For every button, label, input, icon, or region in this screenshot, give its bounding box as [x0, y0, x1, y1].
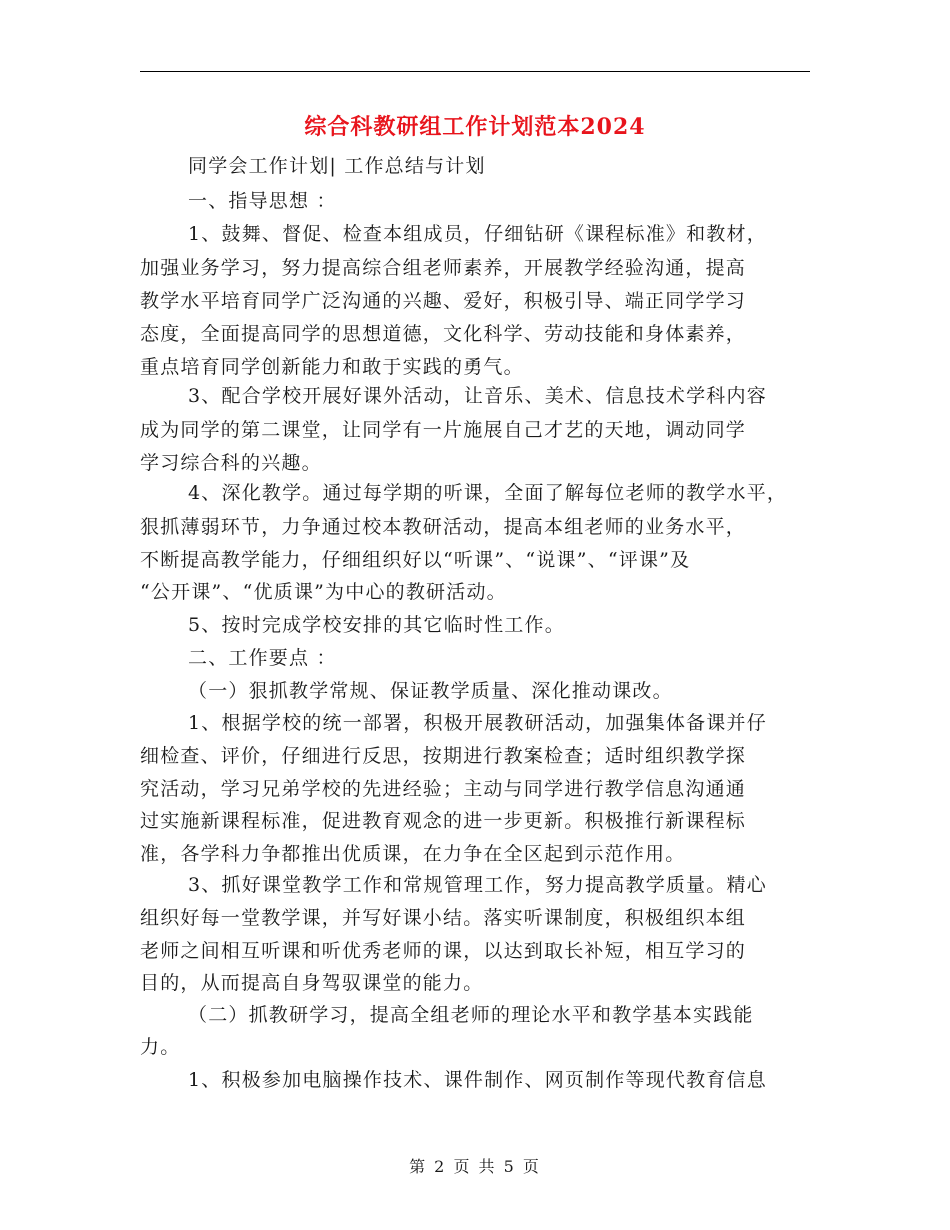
paragraph-line: 重点培育同学创新能力和敢于实践的勇气。	[140, 356, 524, 378]
header-rule	[140, 71, 810, 72]
paragraph-line: 准，各学科力争都推出优质课，在力争在全区起到示范作用。	[140, 843, 686, 865]
paragraph-line: 1、鼓舞、督促、检查本组成员，仔细钻研《课程标准》和教材，	[188, 223, 767, 245]
paragraph-line: 老师之间相互听课和听优秀老师的课，以达到取长补短，相互学习的	[140, 940, 747, 962]
paragraph-line: 3、配合学校开展好课外活动，让音乐、美术、信息技术学科内容	[188, 385, 767, 407]
paragraph-line: 同学会工作计划| 工作总结与计划	[188, 155, 486, 177]
paragraph-line: 态度，全面提高同学的思想道德，文化科学、劳动技能和身体素养，	[140, 323, 747, 345]
paragraph-line: 加强业务学习，努力提高综合组老师素养，开展教学经验沟通，提高	[140, 257, 747, 279]
paragraph-line: 组织好每一堂教学课，并写好课小结。落实听课制度，积极组织本组	[140, 907, 747, 929]
paragraph-line: 3、抓好课堂教学工作和常规管理工作，努力提高教学质量。精心	[188, 874, 767, 896]
paragraph-line: 5、按时完成学校安排的其它临时性工作。	[188, 614, 565, 636]
paragraph-line: 究活动，学习兄弟学校的先进经验；主动与同学进行教学信息沟通通	[140, 778, 747, 800]
paragraph-line: 细检查、评价，仔细进行反思，按期进行教案检查；适时组织教学探	[140, 745, 747, 767]
paragraph-line: 过实施新课程标准，促进教育观念的进一步更新。积极推行新课程标	[140, 810, 747, 832]
paragraph-line: 1、积极参加电脑操作技术、课件制作、网页制作等现代教育信息	[188, 1069, 767, 1091]
subsection-heading: （二）抓教研学习，提高全组老师的理论水平和教学基本实践能	[188, 1004, 754, 1026]
paragraph-line: 狠抓薄弱环节，力争通过校本教研活动，提高本组老师的业务水平，	[140, 516, 747, 538]
paragraph-line: 力。	[140, 1036, 181, 1058]
paragraph-line: 4、深化教学。通过每学期的听课，全面了解每位老师的教学水平，	[188, 482, 788, 504]
paragraph-line: 成为同学的第二课堂，让同学有一片施展自己才艺的天地，调动同学	[140, 419, 747, 441]
paragraph-line: 教学水平培育同学广泛沟通的兴趣、爱好，积极引导、端正同学学习	[140, 290, 747, 312]
document-title: 综合科教研组工作计划范本2024	[304, 114, 646, 140]
paragraph-line: 学习综合科的兴趣。	[140, 452, 322, 474]
paragraph-line: 不断提高教学能力，仔细组织好以“听课”、“说课”、“评课”及	[140, 549, 691, 571]
subsection-heading: （一）狠抓教学常规、保证教学质量、深化推动课改。	[188, 680, 673, 702]
section-heading: 二、工作要点 ：	[188, 647, 337, 669]
paragraph-line: 1、根据学校的统一部署，积极开展教研活动，加强集体备课并仔	[188, 712, 767, 734]
paragraph-line: “公开课”、“优质课”为中心的教研活动。	[140, 581, 507, 603]
paragraph-line: 目的，从而提高自身驾驭课堂的能力。	[140, 972, 484, 994]
page-number: 第 2 页 共 5 页	[409, 1157, 541, 1176]
section-heading: 一、指导思想 ：	[188, 190, 337, 212]
